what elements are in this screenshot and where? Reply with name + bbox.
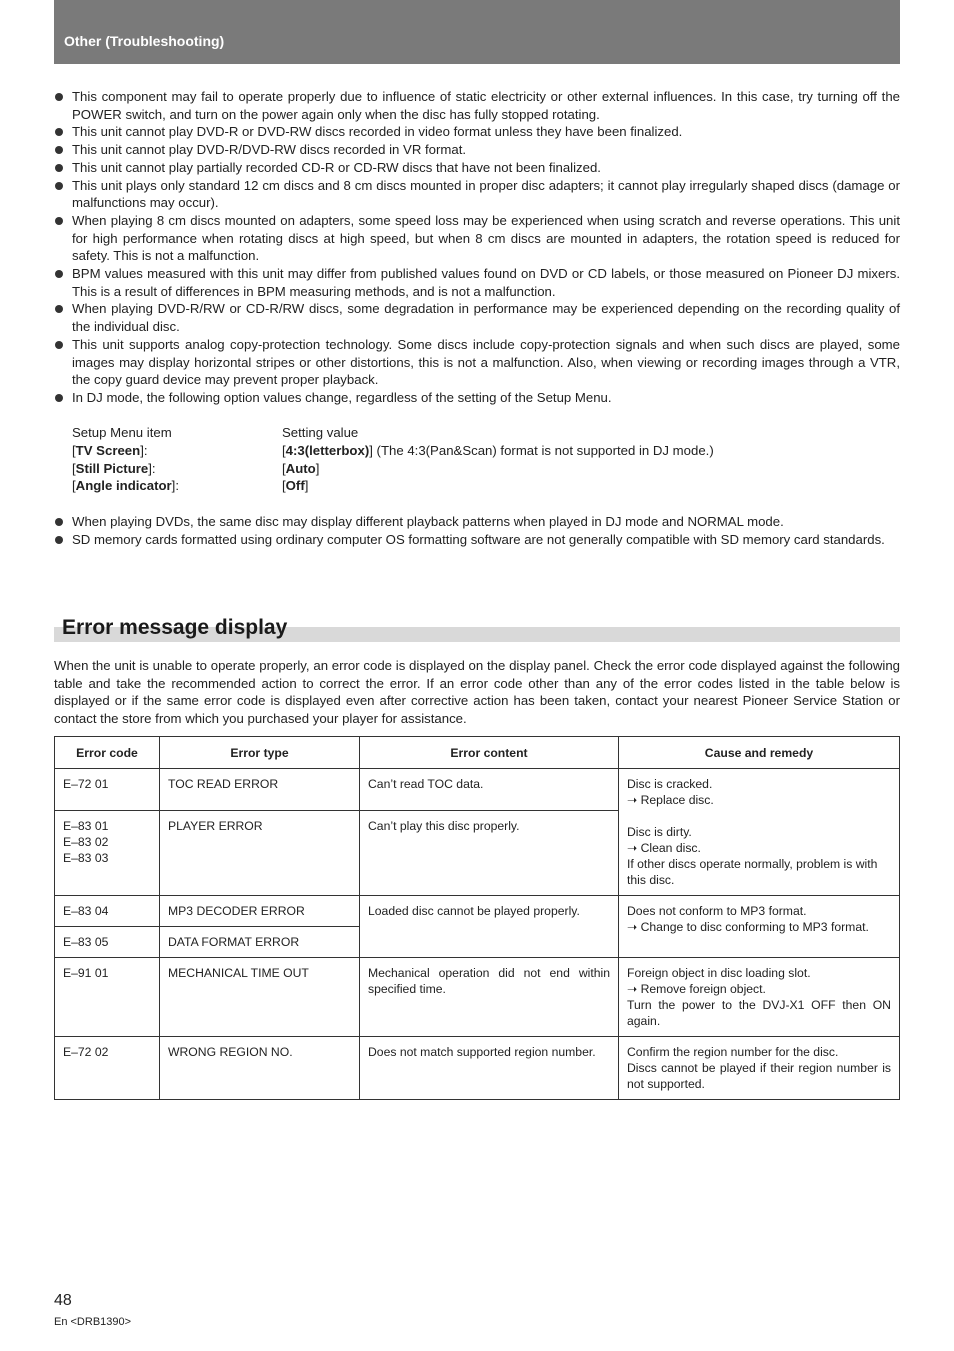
list-item: This unit cannot play partially recorded CD-R or CD-RW discs that have not been finalized. — [54, 159, 900, 177]
list-item: This unit cannot play DVD-R/DVD-RW discs recorded in VR format. — [54, 141, 900, 159]
error-type: MECHANICAL TIME OUT — [160, 958, 360, 1037]
setup-row: [Angle indicator]: [Off] — [72, 478, 309, 494]
section-intro: When the unit is unable to operate properly, an error code is displayed on the display panel. Check the error code displayed against the following table and take the recommended action to correct the error. If an error code other than any of the error codes listed in the table below is displayed or if the same error code is displayed even after corrective action has been taken, contact your nearest Pioneer Service Station or contact the store from which you purchased your player for assistance. — [54, 658, 900, 727]
bullet-icon — [55, 305, 63, 313]
table-header-row — [55, 737, 900, 769]
error-type: TOC READ ERROR — [160, 769, 360, 811]
error-code: E–91 01 — [55, 958, 160, 1037]
col-header-error-type: Error type — [160, 737, 360, 769]
error-content: Does not match supported region number. — [360, 1037, 619, 1100]
bullet-icon — [55, 93, 63, 101]
setup-item: Still Picture — [75, 460, 149, 476]
error-content: Loaded disc cannot be played properly. — [360, 896, 619, 958]
error-type: PLAYER ERROR — [160, 810, 360, 895]
col-header-error-code: Error code — [55, 737, 160, 769]
bullet-icon — [55, 341, 63, 349]
list-item: BPM values measured with this unit may differ from published values found on DVD or CD labels, or those measured on Pioneer DJ mixers. This is a result of differences in BPM measuring methods, and is not a malfunction. — [54, 265, 900, 300]
setup-values-table — [72, 424, 714, 495]
error-code: E–83 05 — [55, 927, 160, 958]
notes-list — [54, 88, 900, 548]
header-title: Other (Troubleshooting) — [64, 33, 225, 49]
table-row — [55, 1037, 900, 1100]
setup-row: [Still Picture]: [Auto] — [72, 460, 320, 476]
list-item: SD memory cards formatted using ordinary computer OS formatting software are not generally compatible with SD memory card standards. — [54, 531, 900, 549]
setup-head-item: Setup Menu item — [72, 425, 172, 441]
list-item: This component may fail to operate properly due to influence of static electricity or other external influences. In this case, try turning off the POWER switch, and turn on the power again only when the disc has fully stopped rotating. — [54, 88, 900, 123]
col-header-cause-remedy: Cause and remedy — [619, 737, 900, 769]
error-content: Mechanical operation did not end within specified time. — [360, 958, 619, 1037]
setup-value: 4:3(letterbox) — [285, 443, 370, 459]
setup-item: TV Screen — [75, 443, 141, 459]
setup-row: [TV Screen]: [4:3(letterbox)] (The 4:3(Pan&Scan) format is not supported in DJ mode.) — [72, 443, 714, 459]
bullet-icon — [55, 518, 63, 526]
cause-remedy: Disc is cracked. ➝ Replace disc. Disc is dirty. ➝ Clean disc. If other discs operate normally, problem is with this disc. — [619, 769, 900, 896]
error-code: E–72 02 — [55, 1037, 160, 1100]
cause-remedy: Does not conform to MP3 format. ➝ Change to disc conforming to MP3 format. — [619, 896, 900, 958]
header-bar — [54, 0, 900, 64]
list-item: This unit cannot play DVD-R or DVD-RW discs recorded in video format unless they have been finalized. — [54, 123, 900, 141]
document-code: En <DRB1390> — [54, 1316, 132, 1328]
page-number: 48 — [54, 1292, 72, 1309]
table-row — [55, 769, 900, 811]
error-code-table — [54, 736, 900, 1100]
error-type: MP3 DECODER ERROR — [160, 896, 360, 927]
cause-remedy: Confirm the region number for the disc. Discs cannot be played if their region number is not supported. — [619, 1037, 900, 1100]
error-code: E–72 01 — [55, 769, 160, 811]
table-row — [55, 958, 900, 1037]
error-content: Can’t read TOC data. — [360, 769, 619, 811]
list-item: This unit plays only standard 12 cm discs and 8 cm discs mounted in proper disc adapters; it cannot play irregularly shaped discs (damage or malfunctions may occur). — [54, 177, 900, 212]
error-type: WRONG REGION NO. — [160, 1037, 360, 1100]
setup-head-value: Setting value — [282, 425, 359, 441]
list-item: In DJ mode, the following option values change, regardless of the setting of the Setup Menu. Setup Menu item Setting value [TV Screen]: [4:3(letterbox)] (The 4:3(Pan&Scan) format is not supported in DJ mode.) [Still Picture]: [Auto] [Angle indicator]: [Off] — [54, 389, 900, 495]
list-item: This unit supports analog copy-protection technology. Some discs include copy-protection signals and when such discs are played, some images may display horizontal stripes or other distortions, this is not a malfunction. Also, when viewing or recording images through a VTR, the copy guard device may prevent proper playback. — [54, 336, 900, 389]
bullet-icon — [55, 536, 63, 544]
bullet-icon — [55, 270, 63, 278]
list-item: When playing DVD-R/RW or CD-R/RW discs, some degradation in performance may be experienced depending on the recording quality of the individual disc. — [54, 300, 900, 335]
bullet-icon — [55, 394, 63, 402]
setup-item: Angle indicator — [75, 478, 172, 494]
error-code: E–83 04 — [55, 896, 160, 927]
error-type: DATA FORMAT ERROR — [160, 927, 360, 958]
error-content: Can’t play this disc properly. — [360, 810, 619, 895]
cause-remedy: Foreign object in disc loading slot. ➝ Remove foreign object. Turn the power to the DVJ-X1 OFF then ON again. — [619, 958, 900, 1037]
list-item: When playing 8 cm discs mounted on adapters, some speed loss may be experienced when using scratch and reverse operations. This unit for high performance when rotating discs at high speed, but when 8 cm discs are mounted in adapters, the rotation speed is reduced for safety. This is not a malfunction. — [54, 212, 900, 265]
bullet-icon — [55, 128, 63, 136]
setup-note: (The 4:3(Pan&Scan) format is not supported in DJ mode.) — [372, 443, 714, 459]
bullet-icon — [55, 182, 63, 190]
col-header-error-content: Error content — [360, 737, 619, 769]
bullet-icon — [55, 146, 63, 154]
setup-value: Auto — [285, 460, 316, 476]
section-heading — [54, 616, 900, 642]
bullet-icon — [55, 217, 63, 225]
error-code: E–83 01 E–83 02 E–83 03 — [55, 810, 160, 895]
section-title: Error message display — [62, 616, 288, 639]
setup-value: Off — [285, 478, 305, 494]
table-row — [55, 896, 900, 927]
bullet-icon — [55, 164, 63, 172]
list-item: When playing DVDs, the same disc may display different playback patterns when played in DJ mode and NORMAL mode. — [54, 513, 900, 531]
